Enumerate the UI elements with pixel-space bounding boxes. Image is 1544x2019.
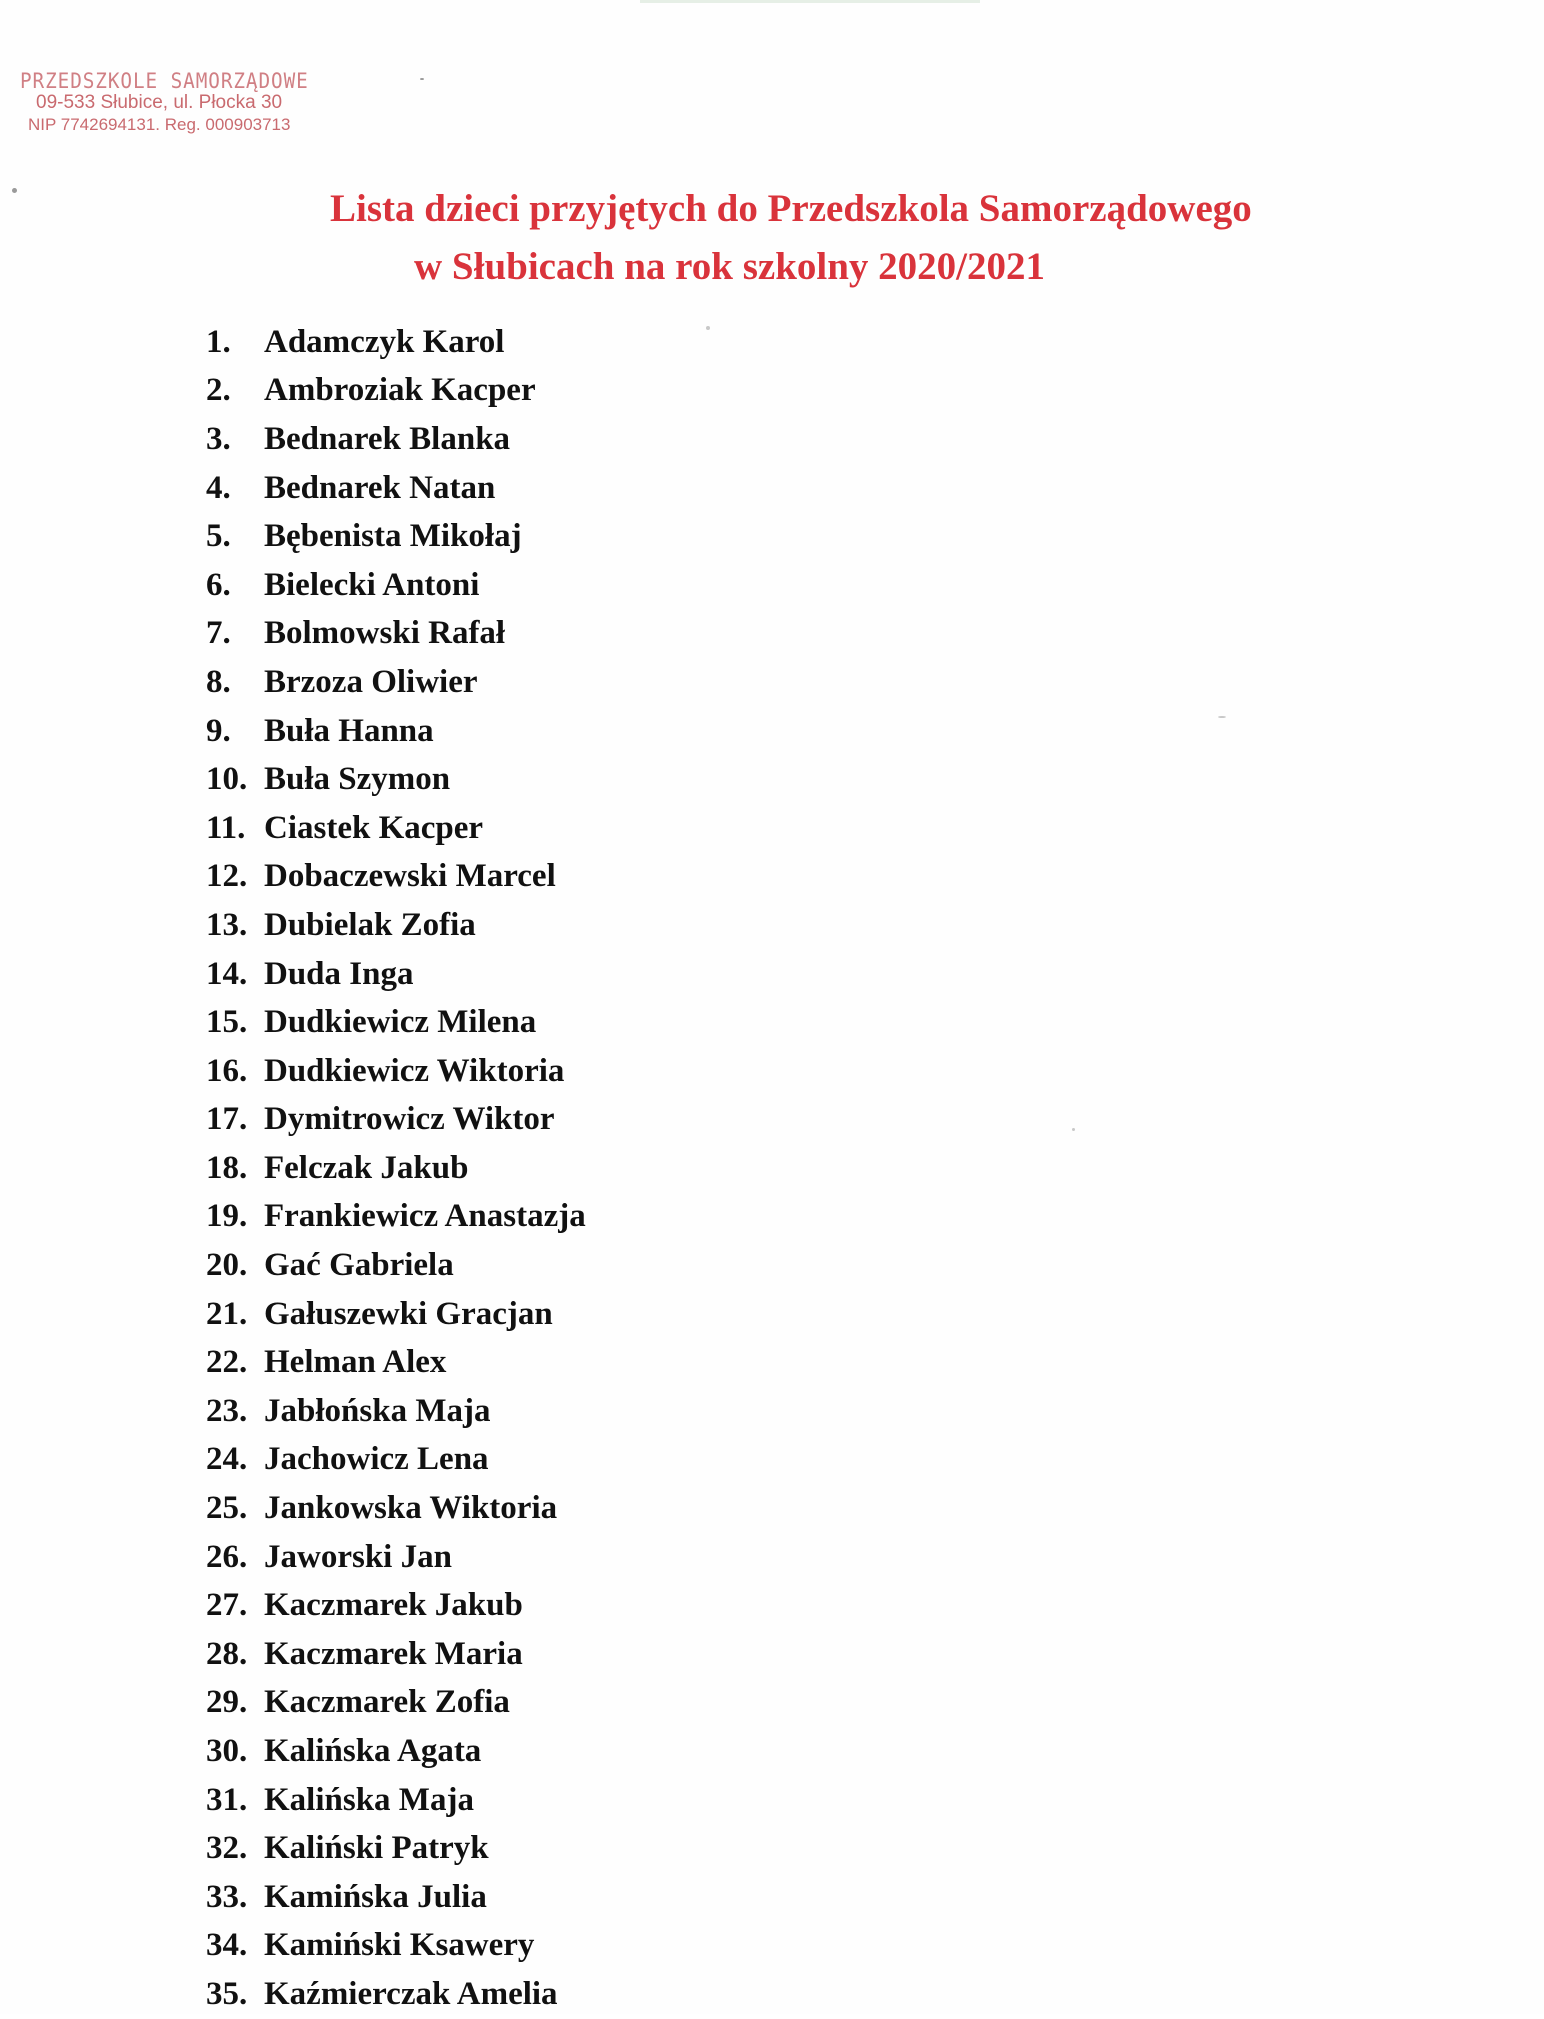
list-item-child-name: Dymitrowicz Wiktor [264, 1101, 555, 1138]
list-item-child-name: Jaworski Jan [264, 1538, 452, 1575]
list-item-child-name: Kamińska Julia [264, 1878, 487, 1915]
list-item-number: 2. [206, 372, 231, 409]
list-item-number: 4. [206, 469, 231, 506]
list-item-number: 14. [206, 955, 248, 992]
list-item [206, 998, 586, 1047]
list-item [206, 1144, 586, 1193]
list-item [206, 853, 586, 902]
list-item [206, 1533, 586, 1582]
list-item [206, 1922, 586, 1971]
stamp-registration: NIP 7742694131. Reg. 000903713 [28, 115, 291, 134]
list-item [206, 464, 586, 513]
list-item-number: 7. [206, 615, 231, 652]
list-item-number: 12. [206, 858, 248, 895]
list-item [206, 1047, 586, 1096]
list-item-child-name: Buła Hanna [264, 712, 434, 749]
list-item [206, 1630, 586, 1679]
list-item-number: 19. [206, 1198, 248, 1235]
list-item-child-name: Jabłońska Maja [264, 1392, 491, 1429]
list-item [206, 755, 586, 804]
list-item [206, 415, 586, 464]
list-item-child-name: Dudkiewicz Wiktoria [264, 1052, 565, 1089]
list-item [206, 707, 586, 756]
list-item-number: 3. [206, 420, 231, 457]
stamp-address: 09-533 Słubice, ul. Płocka 30 [36, 92, 283, 113]
list-item [206, 1484, 586, 1533]
scan-speck [1072, 1128, 1075, 1131]
list-item-number: 6. [206, 566, 231, 603]
page-title [330, 180, 1350, 296]
list-item-number: 1. [206, 323, 231, 360]
list-item [206, 318, 586, 367]
list-item-child-name: Helman Alex [264, 1344, 447, 1381]
title-line-1: Lista dzieci przyjętych do Przedszkola Samorządowego [330, 187, 1252, 230]
list-item-number: 29. [206, 1684, 248, 1721]
list-item [206, 1387, 586, 1436]
list-item-number: 9. [206, 712, 231, 749]
list-item-number: 5. [206, 518, 231, 555]
school-stamp [20, 70, 334, 136]
list-item [206, 901, 586, 950]
list-item-number: 20. [206, 1247, 248, 1284]
list-item-number: 28. [206, 1635, 248, 1672]
list-item [206, 658, 586, 707]
list-item-number: 25. [206, 1490, 248, 1527]
list-item-child-name: Frankiewicz Anastazja [264, 1198, 586, 1235]
list-item-child-name: Kalińska Agata [264, 1733, 482, 1770]
list-item [206, 804, 586, 853]
list-item [206, 1581, 586, 1630]
list-item [206, 1290, 586, 1339]
list-item-number: 17. [206, 1101, 248, 1138]
list-item-number: 32. [206, 1830, 248, 1867]
list-item-number: 11. [206, 809, 246, 846]
list-item-child-name: Dubielak Zofia [264, 906, 476, 943]
list-item-child-name: Kaczmarek Maria [264, 1635, 523, 1672]
list-item-child-name: Adamczyk Karol [264, 323, 505, 360]
list-item-number: 8. [206, 663, 231, 700]
list-item-child-name: Bębenista Mikołaj [264, 518, 522, 555]
scan-speck [420, 78, 424, 80]
list-item [206, 1338, 586, 1387]
list-item-child-name: Kaźmierczak Amelia [264, 1975, 558, 2012]
list-item-number: 34. [206, 1927, 248, 1964]
scan-speck [12, 188, 17, 193]
scan-edge [640, 0, 980, 3]
list-item-number: 33. [206, 1878, 248, 1915]
list-item-child-name: Dobaczewski Marcel [264, 858, 556, 895]
list-item-number: 21. [206, 1295, 248, 1332]
list-item-number: 13. [206, 906, 248, 943]
list-item-child-name: Kaczmarek Jakub [264, 1587, 523, 1624]
list-item-number: 35. [206, 1975, 248, 2012]
list-item-number: 18. [206, 1149, 248, 1186]
list-item-number: 30. [206, 1733, 248, 1770]
list-item-number: 15. [206, 1004, 248, 1041]
list-item [206, 1436, 586, 1485]
admitted-children-list [206, 318, 586, 2019]
list-item-child-name: Buła Szymon [264, 761, 451, 798]
list-item-number: 27. [206, 1587, 248, 1624]
list-item [206, 1193, 586, 1242]
list-item-child-name: Bolmowski Rafał [264, 615, 506, 652]
list-item-number: 22. [206, 1344, 248, 1381]
scan-speck [706, 326, 710, 330]
list-item-child-name: Ambroziak Kacper [264, 372, 536, 409]
list-item [206, 950, 586, 999]
list-item [206, 1727, 586, 1776]
list-item-child-name: Kaczmarek Zofia [264, 1684, 510, 1721]
list-item-child-name: Gałuszewki Gracjan [264, 1295, 553, 1332]
list-item-child-name: Kalińska Maja [264, 1781, 474, 1818]
list-item [206, 1873, 586, 1922]
list-item [206, 1241, 586, 1290]
list-item [206, 512, 586, 561]
list-item-child-name: Felczak Jakub [264, 1149, 469, 1186]
list-item-child-name: Kamiński Ksawery [264, 1927, 535, 1964]
list-item [206, 561, 586, 610]
list-item [206, 1970, 586, 2019]
list-item [206, 1776, 586, 1825]
title-line-2: w Słubicach na rok szkolny 2020/2021 [414, 245, 1045, 288]
list-item-child-name: Bednarek Natan [264, 469, 496, 506]
list-item-child-name: Jankowska Wiktoria [264, 1490, 558, 1527]
scan-speck [1218, 716, 1226, 718]
list-item-child-name: Duda Inga [264, 955, 414, 992]
list-item-number: 24. [206, 1441, 248, 1478]
list-item-number: 23. [206, 1392, 248, 1429]
list-item-child-name: Jachowicz Lena [264, 1441, 489, 1478]
list-item-child-name: Dudkiewicz Milena [264, 1004, 537, 1041]
list-item-child-name: Bednarek Blanka [264, 420, 511, 457]
stamp-school-name: PRZEDSZKOLE SAMORZĄDOWE [20, 69, 309, 93]
list-item [206, 1096, 586, 1145]
list-item-number: 10. [206, 761, 248, 798]
list-item-child-name: Brzoza Oliwier [264, 663, 478, 700]
list-item-number: 31. [206, 1781, 248, 1818]
list-item-number: 26. [206, 1538, 248, 1575]
list-item [206, 1679, 586, 1728]
list-item [206, 1824, 586, 1873]
list-item-child-name: Gać Gabriela [264, 1247, 454, 1284]
list-item [206, 610, 586, 659]
list-item [206, 367, 586, 416]
list-item-number: 16. [206, 1052, 248, 1089]
list-item-child-name: Ciastek Kacper [264, 809, 484, 846]
list-item-child-name: Bielecki Antoni [264, 566, 480, 603]
list-item-child-name: Kaliński Patryk [264, 1830, 489, 1867]
